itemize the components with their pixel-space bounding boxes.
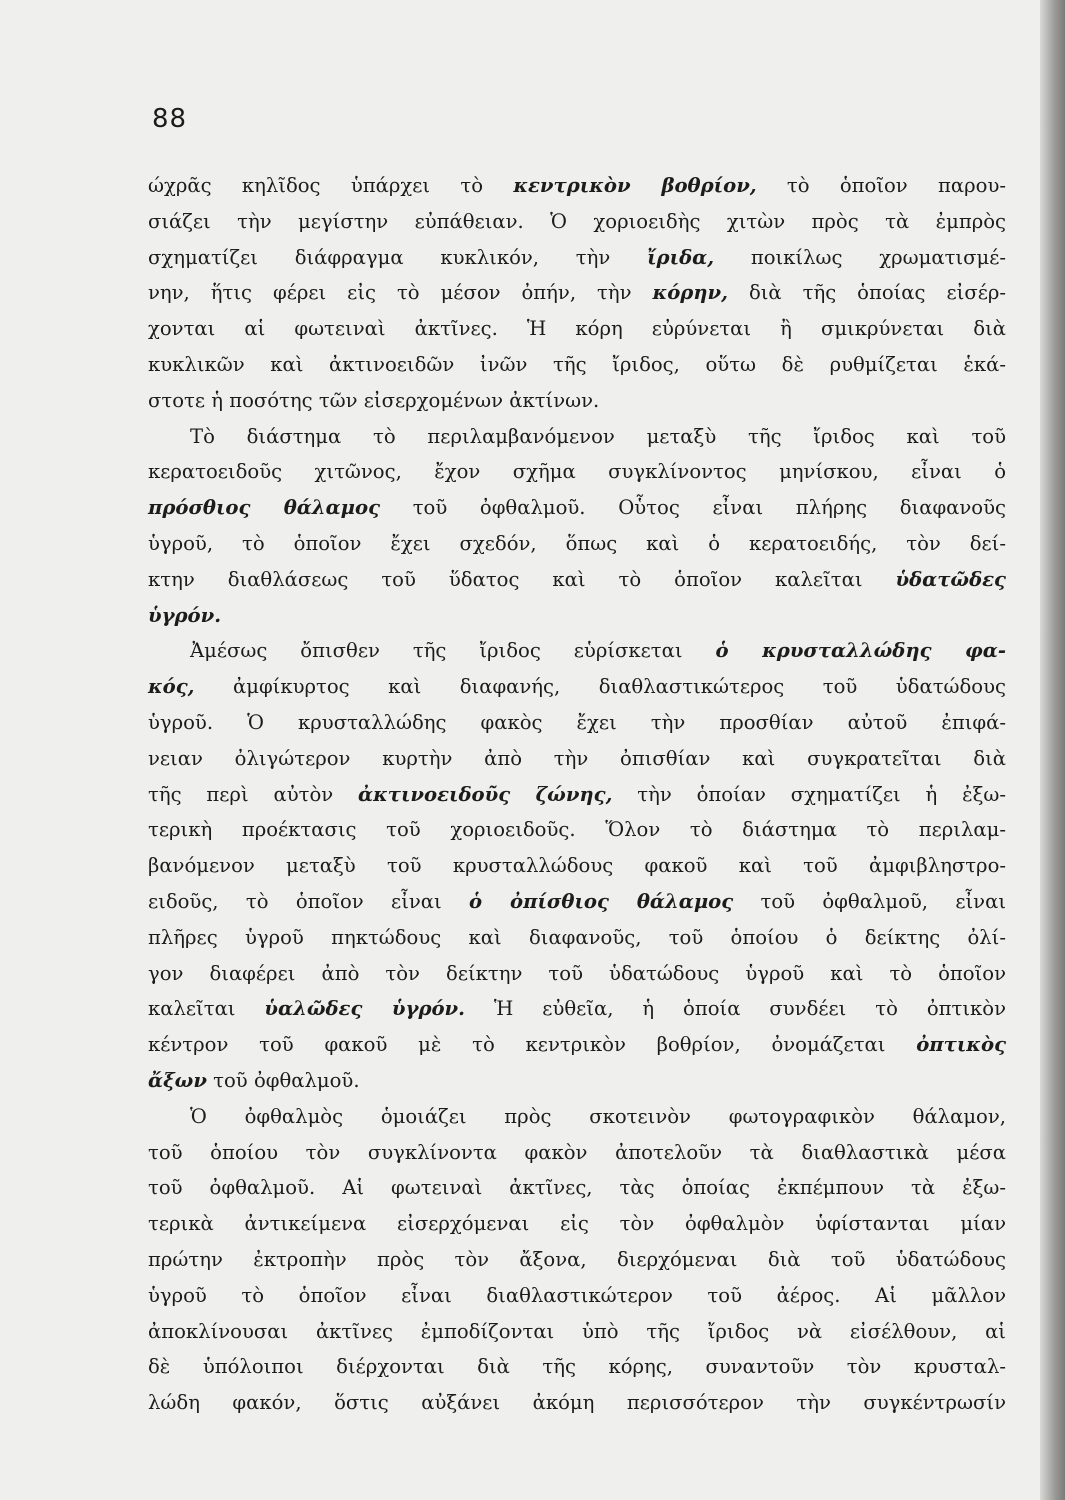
emphasized-term: ὑαλῶδες ὑγρόν.	[264, 997, 465, 1021]
text-line	[148, 526, 1006, 562]
text-run: κτην διαθλάσεως τοῦ ὕδατος καὶ τὸ ὁποῖον καλεῖται	[148, 567, 896, 591]
text-line	[148, 741, 1006, 777]
text-line	[148, 1349, 1006, 1385]
emphasized-term: ὑγρόν.	[148, 603, 222, 627]
emphasized-term: κεντρικὸν βοθρίον,	[513, 174, 757, 197]
text-run: Ἀμέσως ὄπισθεν τῆς ἴριδος εὑρίσκεται	[190, 639, 716, 663]
text-run: τῆς περὶ αὐτὸν	[148, 782, 358, 806]
text-run: Ἡ εὐθεῖα, ἡ ὁποία συνδέει τὸ ὀπτικὸν	[464, 997, 1006, 1021]
text-line	[148, 1027, 1006, 1063]
text-run: στοτε ἡ ποσότης τῶν εἰσερχομένων ἀκτίνων.	[148, 388, 600, 412]
text-run: πλῆρες ὑγροῦ πηκτώδους καὶ διαφανοῦς, τοῦ ὁποίου ὁ δείκτης ὀλί-	[148, 925, 1006, 949]
text-run: τερικὴ προέκτασις τοῦ χοριοειδοῦς. Ὅλον τὸ διάστημα τὸ περιλαμ-	[148, 818, 1006, 842]
text-line	[148, 598, 1006, 634]
text-line	[148, 777, 1006, 813]
text-run: Τὸ διάστημα τὸ περιλαμβανόμενον μεταξὺ τῆς ἴριδος καὶ τοῦ	[190, 424, 1006, 448]
text-line	[148, 812, 1006, 848]
text-line	[148, 669, 1006, 705]
text-line	[148, 383, 1006, 419]
text-line	[148, 991, 1006, 1027]
text-run: βανόμενον μεταξὺ τοῦ κρυσταλλώδους φακοῦ καὶ τοῦ ἀμφιβληστρο-	[148, 854, 1006, 878]
text-run: νειαν ὀλιγώτερον κυρτὴν ἀπὸ τὴν ὀπισθίαν καὶ συγκρατεῖται διὰ	[148, 746, 1006, 770]
text-run: ώχρᾶς κηλῖδος ὑπάρχει τὸ	[148, 174, 514, 197]
emphasized-term: ὁ ὀπίσθιος θάλαμος	[469, 889, 734, 913]
text-line	[148, 848, 1006, 884]
text-run: λώδη φακόν, ὅστις αὐξάνει ἀκόμη περισσότερον τὴν συγκέντρωσίν	[148, 1391, 1006, 1415]
text-run: σιάζει τὴν μεγίστην εὐπάθειαν. Ὁ χοριοειδὴς χιτὼν πρὸς τὰ ἐμπρὸς	[148, 209, 1006, 233]
text-line	[148, 633, 1006, 669]
text-line	[148, 454, 1006, 490]
text-line	[148, 311, 1006, 347]
text-run: διὰ τῆς ὁποίας εἰσέρ-	[727, 281, 1006, 305]
text-run: κερατοειδοῦς χιτῶνος, ἔχον σχῆμα συγκλίνοντος μηνίσκου, εἶναι ὁ	[148, 460, 1006, 484]
text-run: νην, ἥτις φέρει εἰς τὸ μέσον ὀπήν, τὴν	[148, 281, 653, 305]
text-line	[148, 920, 1006, 956]
text-line	[148, 1278, 1006, 1314]
text-run: κυκλικῶν καὶ ἀκτινοειδῶν ἰνῶν τῆς ἴριδος, οὕτω δὲ ρυθμίζεται ἑκά-	[148, 352, 1006, 376]
text-run: τοῦ ὀφθαλμοῦ. Οὗτος εἶναι πλήρης διαφανοῦς	[380, 496, 1006, 520]
emphasized-term: ἀκτινοειδοῦς ζώνης,	[358, 782, 613, 806]
text-line	[148, 240, 1006, 276]
text-line	[148, 1170, 1006, 1206]
text-body	[148, 168, 1006, 1421]
text-run: τοῦ ὀφθαλμοῦ, εἶναι	[733, 889, 1007, 913]
text-run: ὑγροῦ, τὸ ὁποῖον ἔχει σχεδόν, ὅπως καὶ ὁ κερατοειδής, τὸν δεί-	[148, 531, 1006, 555]
emphasized-term: ἴριδα,	[647, 245, 715, 269]
text-line	[148, 562, 1006, 598]
text-run: τερικὰ ἀντικείμενα εἰσερχόμεναι εἰς τὸν ὀφθαλμὸν ὑφίστανται μίαν	[148, 1212, 1006, 1236]
text-run: δὲ ὑπόλοιποι διέρχονται διὰ τῆς κόρης, συναντοῦν τὸν κρυσταλ-	[148, 1355, 1006, 1379]
text-run: κέντρον τοῦ φακοῦ μὲ τὸ κεντρικὸν βοθρίον, ὀνομάζεται	[148, 1033, 917, 1057]
text-run: γον διαφέρει ἀπὸ τὸν δείκτην τοῦ ὑδατώδους ὑγροῦ καὶ τὸ ὁποῖον	[148, 961, 1006, 985]
page-number: 88	[152, 104, 188, 134]
text-line	[148, 347, 1006, 383]
emphasized-term: ὁ κρυσταλλώδης φα-	[715, 639, 1006, 663]
emphasized-term: ὑδατῶδες	[895, 567, 1006, 591]
text-line	[148, 956, 1006, 992]
text-line	[148, 1242, 1006, 1278]
text-run: καλεῖται	[148, 997, 265, 1021]
emphasized-term: ἄξων	[148, 1068, 207, 1092]
text-run: τὸ ὁποῖον παρου-	[756, 174, 1006, 197]
text-run: τοῦ ὀφθαλμοῦ. Αἱ φωτειναὶ ἀκτῖνες, τὰς ὁποίας ἐκπέμπουν τὰ ἐξω-	[148, 1176, 1006, 1200]
text-run: τὴν ὁποίαν σχηματίζει ἡ ἐξω-	[612, 782, 1006, 806]
text-run: πρώτην ἐκτροπὴν πρὸς τὸν ἄξονα, διερχόμεναι διὰ τοῦ ὑδατώδους	[148, 1247, 1006, 1271]
text-line	[148, 204, 1006, 240]
text-line	[148, 168, 1006, 204]
text-line	[148, 884, 1006, 920]
text-run: ὑγροῦ. Ὁ κρυσταλλώδης φακὸς ἔχει τὴν προσθίαν αὐτοῦ ἐπιφά-	[148, 710, 1006, 734]
text-run: ἀμφίκυρτος καὶ διαφανής, διαθλαστικώτερος τοῦ ὑδατώδους	[194, 675, 1006, 699]
text-line	[148, 1063, 1006, 1099]
text-run: τοῦ ὁποίου τὸν συγκλίνοντα φακὸν ἀποτελοῦν τὰ διαθλαστικὰ μέσα	[148, 1140, 1006, 1164]
text-line	[148, 1206, 1006, 1242]
text-line	[148, 419, 1006, 455]
emphasized-term: κός,	[148, 675, 195, 699]
text-run: ὑγροῦ τὸ ὁποῖον εἶναι διαθλαστικώτερον τοῦ ἀέρος. Αἱ μᾶλλον	[148, 1283, 1006, 1307]
text-line	[148, 1314, 1006, 1350]
text-run: τοῦ ὀφθαλμοῦ.	[206, 1068, 360, 1092]
text-run: Ὁ ὀφθαλμὸς ὁμοιάζει πρὸς σκοτεινὸν φωτογραφικὸν θάλαμον,	[190, 1104, 1006, 1128]
emphasized-term: πρόσθιος θάλαμος	[148, 496, 381, 520]
emphasized-term: κόρην,	[652, 281, 728, 305]
text-line	[148, 1385, 1006, 1421]
text-run: ἀποκλίνουσαι ἀκτῖνες ἐμποδίζονται ὑπὸ τῆς ἴριδος νὰ εἰσέλθουν, αἱ	[148, 1319, 1006, 1343]
text-run: χονται αἱ φωτειναὶ ἀκτῖνες. Ἡ κόρη εὐρύνεται ἢ σμικρύνεται διὰ	[148, 317, 1006, 341]
page-edge-shadow	[1040, 0, 1065, 1500]
text-line	[148, 1135, 1006, 1171]
text-line	[148, 705, 1006, 741]
emphasized-term: ὀπτικὸς	[916, 1033, 1006, 1057]
text-line	[148, 1099, 1006, 1135]
text-line	[148, 275, 1006, 311]
text-run: ειδοῦς, τὸ ὁποῖον εἶναι	[148, 889, 470, 913]
text-run: σχηματίζει διάφραγμα κυκλικόν, τὴν	[148, 245, 648, 269]
text-line	[148, 490, 1006, 526]
text-run: ποικίλως χρωματισμέ-	[714, 245, 1006, 269]
